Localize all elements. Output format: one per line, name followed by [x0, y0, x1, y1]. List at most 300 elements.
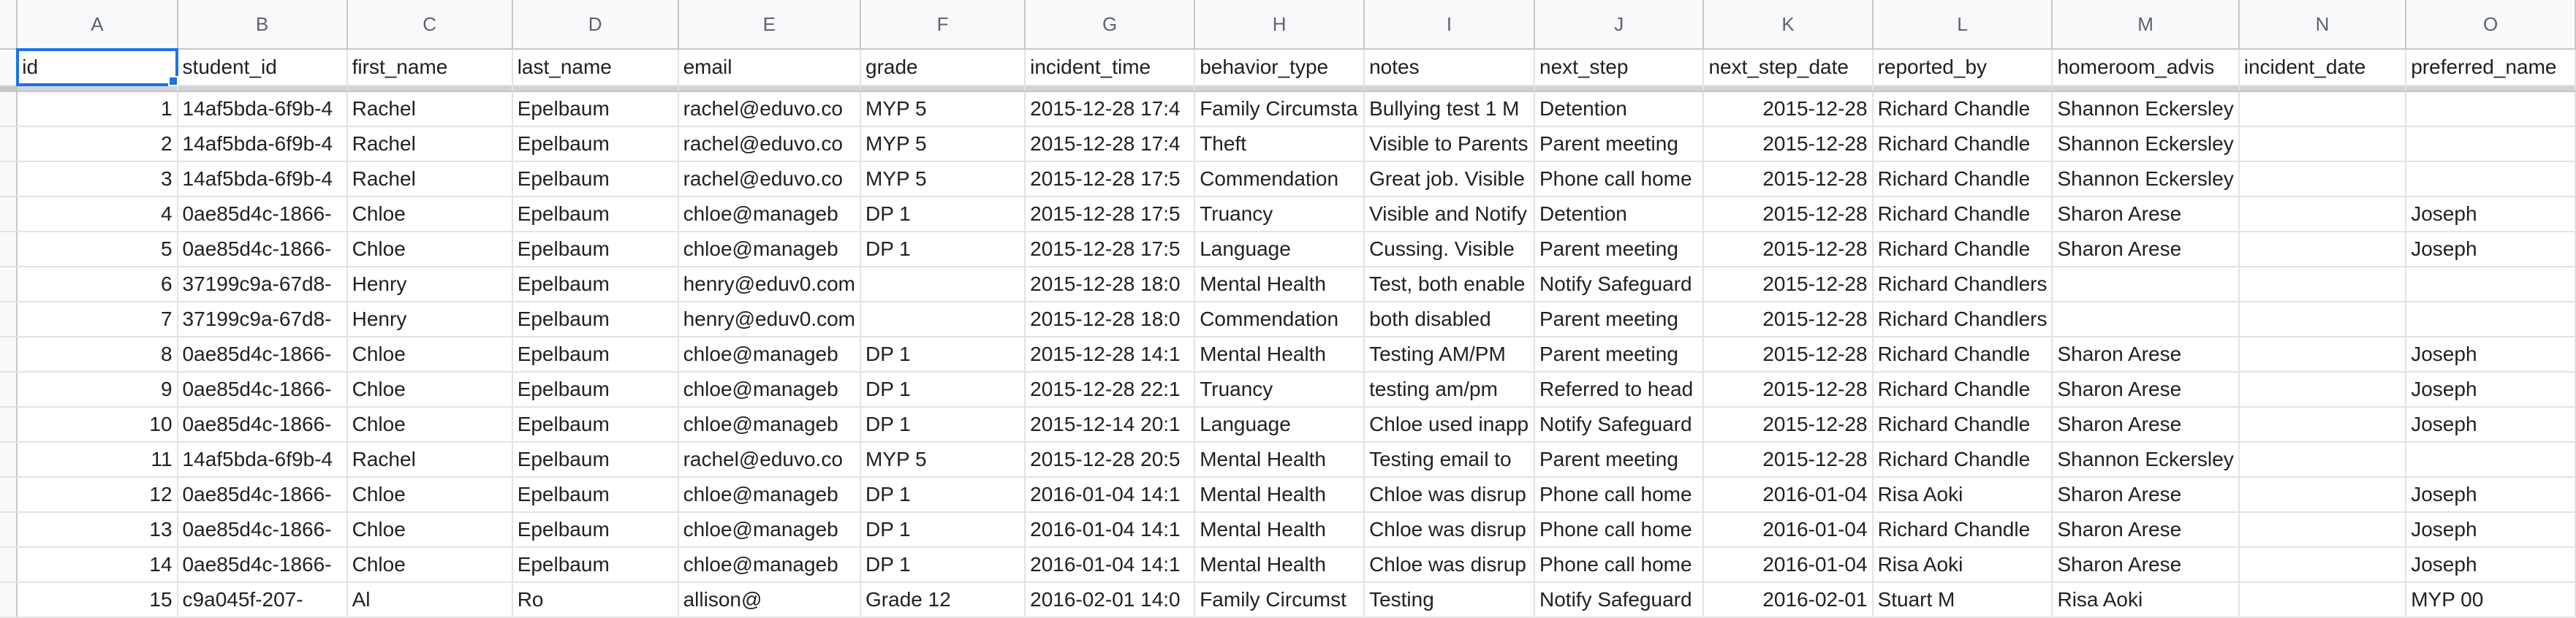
cell-next-step-date[interactable]: 2016-01-04 — [1703, 477, 1872, 512]
cell-behavior-type[interactable]: Language — [1194, 407, 1364, 442]
cell-grade[interactable] — [860, 302, 1025, 337]
cell-next-step-date[interactable]: 2015-12-28 — [1703, 337, 1872, 372]
cell-incident-time[interactable]: 2015-12-28 17:4 — [1025, 126, 1194, 161]
cell-student-id[interactable]: 37199c9a-67d8- — [178, 267, 347, 302]
cell-email[interactable]: rachel@eduvo.co — [678, 91, 860, 126]
cell-behavior-type[interactable]: Theft — [1194, 126, 1364, 161]
cell-email[interactable]: chloe@manageb — [678, 477, 860, 512]
cell-incident-time[interactable]: 2016-01-04 14:1 — [1025, 547, 1194, 582]
row-number[interactable] — [0, 512, 17, 547]
cell-first-name[interactable]: Chloe — [347, 547, 512, 582]
divider-segment — [2406, 85, 2575, 91]
cell-notes[interactable]: Testing email to — [1364, 442, 1534, 477]
cell-incident-date[interactable] — [2239, 477, 2406, 512]
column-header-n[interactable]: N — [2239, 0, 2406, 49]
cell-reported-by[interactable]: Richard Chandle — [1873, 197, 2053, 232]
cell-grade[interactable]: MYP 5 — [860, 91, 1025, 126]
cell-incident-date[interactable] — [2239, 582, 2406, 617]
cell-grade[interactable]: DP 1 — [860, 477, 1025, 512]
cell-behavior-type[interactable]: Mental Health — [1194, 477, 1364, 512]
cell-notes[interactable]: Visible and Notify — [1364, 197, 1534, 232]
cell-id[interactable]: 11 — [17, 442, 177, 477]
cell-preferred-name[interactable]: Joseph — [2406, 407, 2575, 442]
divider-segment — [2239, 85, 2406, 91]
cell-reported-by[interactable]: Richard Chandle — [1873, 232, 2053, 267]
cell-next-step-date[interactable]: 2015-12-28 — [1703, 126, 1872, 161]
table-row — [0, 407, 2575, 442]
cell-incident-date[interactable] — [2239, 197, 2406, 232]
table-row — [0, 126, 2575, 161]
cell-next-step-date[interactable]: 2015-12-28 — [1703, 302, 1872, 337]
cell-incident-time[interactable]: 2016-01-04 14:1 — [1025, 477, 1194, 512]
cell-reported-by[interactable]: Richard Chandlers — [1873, 267, 2053, 302]
column-header-e[interactable]: E — [678, 0, 860, 49]
cell-reported-by[interactable]: Richard Chandle — [1873, 407, 2053, 442]
cell-email[interactable]: chloe@manageb — [678, 372, 860, 407]
cell-preferred-name[interactable]: Joseph — [2406, 372, 2575, 407]
cell-email[interactable]: allison@ — [678, 582, 860, 617]
table-row — [0, 91, 2575, 126]
cell-last-name[interactable]: Epelbaum — [512, 91, 678, 126]
divider-segment — [678, 85, 860, 91]
cell-preferred-name[interactable]: Joseph — [2406, 337, 2575, 372]
cell-preferred-name[interactable] — [2406, 126, 2575, 161]
cell-homeroom-advis[interactable]: Sharon Arese — [2052, 407, 2238, 442]
divider-segment — [512, 85, 678, 91]
cell-reported-by[interactable]: Richard Chandle — [1873, 126, 2053, 161]
cell-last-name[interactable]: Epelbaum — [512, 337, 678, 372]
header-cell-incident-date[interactable]: incident_date — [2239, 49, 2406, 85]
header-cell-next-step[interactable]: next_step — [1534, 49, 1703, 85]
cell-notes[interactable]: Test, both enable — [1364, 267, 1534, 302]
cell-behavior-type[interactable]: Truancy — [1194, 197, 1364, 232]
cell-preferred-name[interactable]: MYP 00 — [2406, 582, 2575, 617]
cell-student-id[interactable]: 0ae85d4c-1866- — [178, 407, 347, 442]
cell-reported-by[interactable]: Richard Chandle — [1873, 442, 2053, 477]
cell-next-step-date[interactable]: 2015-12-28 — [1703, 232, 1872, 267]
column-header-f[interactable]: F — [860, 0, 1025, 49]
cell-student-id[interactable]: 14af5bda-6f9b-4 — [178, 91, 347, 126]
divider-segment — [17, 85, 177, 91]
table-row — [0, 302, 2575, 337]
cell-id[interactable]: 9 — [17, 372, 177, 407]
cell-incident-time[interactable]: 2015-12-28 17:5 — [1025, 232, 1194, 267]
row-number[interactable] — [0, 49, 17, 85]
cell-first-name[interactable]: Rachel — [347, 91, 512, 126]
cell-preferred-name[interactable] — [2406, 302, 2575, 337]
header-cell-preferred-name[interactable]: preferred_name — [2406, 49, 2575, 85]
cell-last-name[interactable]: Epelbaum — [512, 547, 678, 582]
cell-behavior-type[interactable]: Family Circumsta — [1194, 91, 1364, 126]
table-row — [0, 232, 2575, 267]
cell-behavior-type[interactable]: Language — [1194, 232, 1364, 267]
row-number[interactable] — [0, 582, 17, 617]
cell-reported-by[interactable]: Stuart M — [1873, 582, 2053, 617]
cell-id[interactable]: 2 — [17, 126, 177, 161]
row-number[interactable] — [0, 197, 17, 232]
cell-preferred-name[interactable]: Joseph — [2406, 512, 2575, 547]
cell-last-name[interactable]: Epelbaum — [512, 197, 678, 232]
column-header-o[interactable]: O — [2406, 0, 2575, 49]
header-cell-last-name[interactable]: last_name — [512, 49, 678, 85]
cell-incident-date[interactable] — [2239, 126, 2406, 161]
cell-last-name[interactable]: Epelbaum — [512, 407, 678, 442]
cell-next-step-date[interactable]: 2015-12-28 — [1703, 267, 1872, 302]
cell-email[interactable]: chloe@manageb — [678, 232, 860, 267]
cell-incident-date[interactable] — [2239, 91, 2406, 126]
cell-last-name[interactable]: Epelbaum — [512, 477, 678, 512]
cell-last-name[interactable]: Epelbaum — [512, 126, 678, 161]
cell-reported-by[interactable]: Richard Chandle — [1873, 512, 2053, 547]
cell-incident-time[interactable]: 2015-12-28 22:1 — [1025, 372, 1194, 407]
cell-homeroom-advis[interactable]: Sharon Arese — [2052, 197, 2238, 232]
cell-next-step[interactable]: Parent meeting — [1534, 232, 1703, 267]
cell-reported-by[interactable]: Richard Chandle — [1873, 372, 2053, 407]
cell-student-id[interactable]: 0ae85d4c-1866- — [178, 232, 347, 267]
cell-student-id[interactable]: 0ae85d4c-1866- — [178, 512, 347, 547]
cell-incident-date[interactable] — [2239, 442, 2406, 477]
table-row — [0, 197, 2575, 232]
cell-first-name[interactable]: Rachel — [347, 126, 512, 161]
cell-incident-date[interactable] — [2239, 407, 2406, 442]
header-cell-id[interactable]: id — [17, 49, 177, 85]
row-number[interactable] — [0, 477, 17, 512]
cell-grade[interactable]: Grade 12 — [860, 582, 1025, 617]
cell-grade[interactable]: DP 1 — [860, 547, 1025, 582]
cell-id[interactable]: 3 — [17, 161, 177, 197]
cell-next-step[interactable]: Parent meeting — [1534, 126, 1703, 161]
cell-next-step-date[interactable]: 2015-12-28 — [1703, 372, 1872, 407]
cell-first-name[interactable]: Chloe — [347, 407, 512, 442]
cell-homeroom-advis[interactable]: Shannon Eckersley — [2052, 161, 2238, 197]
cell-id[interactable]: 13 — [17, 512, 177, 547]
cell-next-step[interactable]: Notify Safeguard — [1534, 582, 1703, 617]
cell-grade[interactable]: MYP 5 — [860, 161, 1025, 197]
cell-homeroom-advis[interactable] — [2052, 267, 2238, 302]
cell-preferred-name[interactable] — [2406, 442, 2575, 477]
column-header-l[interactable]: L — [1873, 0, 2053, 49]
cell-notes[interactable]: both disabled — [1364, 302, 1534, 337]
cell-next-step-date[interactable]: 2015-12-28 — [1703, 407, 1872, 442]
cell-homeroom-advis[interactable]: Sharon Arese — [2052, 372, 2238, 407]
divider-segment — [1025, 85, 1194, 91]
cell-next-step-date[interactable]: 2016-02-01 — [1703, 582, 1872, 617]
row-number[interactable] — [0, 372, 17, 407]
cell-incident-date[interactable] — [2239, 337, 2406, 372]
divider-segment — [1873, 85, 2053, 91]
cell-first-name[interactable]: Chloe — [347, 372, 512, 407]
cell-homeroom-advis[interactable]: Risa Aoki — [2052, 582, 2238, 617]
table-row — [0, 442, 2575, 477]
cell-notes[interactable]: Great job. Visible — [1364, 161, 1534, 197]
header-cell-student-id[interactable]: student_id — [178, 49, 347, 85]
cell-email[interactable]: rachel@eduvo.co — [678, 442, 860, 477]
cell-first-name[interactable]: Chloe — [347, 232, 512, 267]
table-row — [0, 161, 2575, 197]
cell-preferred-name[interactable]: Joseph — [2406, 197, 2575, 232]
frozen-row-divider[interactable] — [0, 85, 2575, 91]
cell-notes[interactable]: Chloe was disrup — [1364, 477, 1534, 512]
cell-behavior-type[interactable]: Commendation — [1194, 161, 1364, 197]
row-number[interactable] — [0, 302, 17, 337]
cell-notes[interactable]: Cussing. Visible — [1364, 232, 1534, 267]
cell-notes[interactable]: Chloe was disrup — [1364, 547, 1534, 582]
cell-incident-time[interactable]: 2015-12-28 17:4 — [1025, 91, 1194, 126]
cell-email[interactable]: chloe@manageb — [678, 407, 860, 442]
cell-first-name[interactable]: Rachel — [347, 442, 512, 477]
cell-notes[interactable]: Visible to Parents — [1364, 126, 1534, 161]
cell-incident-date[interactable] — [2239, 372, 2406, 407]
cell-next-step[interactable]: Detention — [1534, 91, 1703, 126]
cell-next-step[interactable]: Notify Safeguard — [1534, 267, 1703, 302]
cell-student-id[interactable]: 0ae85d4c-1866- — [178, 372, 347, 407]
cell-incident-time[interactable]: 2015-12-28 14:1 — [1025, 337, 1194, 372]
cell-student-id[interactable]: 14af5bda-6f9b-4 — [178, 161, 347, 197]
cell-notes[interactable]: Chloe used inapp — [1364, 407, 1534, 442]
cell-grade[interactable]: DP 1 — [860, 407, 1025, 442]
cell-student-id[interactable]: 14af5bda-6f9b-4 — [178, 442, 347, 477]
cell-first-name[interactable]: Chloe — [347, 477, 512, 512]
cell-reported-by[interactable]: Richard Chandlers — [1873, 302, 2053, 337]
header-cell-email[interactable]: email — [678, 49, 860, 85]
cell-reported-by[interactable]: Richard Chandle — [1873, 161, 2053, 197]
row-number[interactable] — [0, 442, 17, 477]
cell-last-name[interactable]: Epelbaum — [512, 161, 678, 197]
divider-segment — [1364, 85, 1534, 91]
cell-behavior-type[interactable]: Mental Health — [1194, 512, 1364, 547]
cell-email[interactable]: chloe@manageb — [678, 512, 860, 547]
cell-notes[interactable]: testing am/pm — [1364, 372, 1534, 407]
cell-last-name[interactable]: Epelbaum — [512, 372, 678, 407]
column-header-m[interactable]: M — [2052, 0, 2238, 49]
cell-homeroom-advis[interactable] — [2052, 302, 2238, 337]
cell-first-name[interactable]: Rachel — [347, 161, 512, 197]
column-header-k[interactable]: K — [1703, 0, 1872, 49]
cell-incident-date[interactable] — [2239, 547, 2406, 582]
cell-incident-date[interactable] — [2239, 267, 2406, 302]
cell-incident-date[interactable] — [2239, 161, 2406, 197]
cell-grade[interactable]: DP 1 — [860, 337, 1025, 372]
cell-preferred-name[interactable] — [2406, 267, 2575, 302]
divider-segment — [1534, 85, 1703, 91]
cell-incident-time[interactable]: 2015-12-28 17:5 — [1025, 197, 1194, 232]
cell-grade[interactable]: MYP 5 — [860, 126, 1025, 161]
cell-last-name[interactable]: Epelbaum — [512, 512, 678, 547]
cell-homeroom-advis[interactable]: Sharon Arese — [2052, 512, 2238, 547]
table-row — [0, 372, 2575, 407]
row-number[interactable] — [0, 337, 17, 372]
cell-incident-time[interactable]: 2015-12-28 18:0 — [1025, 267, 1194, 302]
cell-preferred-name[interactable] — [2406, 161, 2575, 197]
divider-segment — [178, 85, 347, 91]
cell-homeroom-advis[interactable]: Sharon Arese — [2052, 547, 2238, 582]
column-header-g[interactable]: G — [1025, 0, 1194, 49]
header-cell-behavior-type[interactable]: behavior_type — [1194, 49, 1364, 85]
cell-behavior-type[interactable]: Mental Health — [1194, 442, 1364, 477]
cell-homeroom-advis[interactable]: Shannon Eckersley — [2052, 442, 2238, 477]
header-cell-homeroom-advis[interactable]: homeroom_advis — [2052, 49, 2238, 85]
cell-id[interactable]: 5 — [17, 232, 177, 267]
cell-next-step[interactable]: Referred to head — [1534, 372, 1703, 407]
cell-first-name[interactable]: Chloe — [347, 197, 512, 232]
header-cell-incident-time[interactable]: incident_time — [1025, 49, 1194, 85]
cell-incident-time[interactable]: 2016-01-04 14:1 — [1025, 512, 1194, 547]
row-number[interactable] — [0, 267, 17, 302]
cell-behavior-type[interactable]: Mental Health — [1194, 267, 1364, 302]
cell-behavior-type[interactable]: Family Circumst — [1194, 582, 1364, 617]
cell-incident-date[interactable] — [2239, 302, 2406, 337]
column-header-b[interactable]: B — [178, 0, 347, 49]
select-all-corner[interactable] — [0, 0, 17, 49]
cell-email[interactable]: rachel@eduvo.co — [678, 126, 860, 161]
column-header-i[interactable]: I — [1364, 0, 1534, 49]
cell-reported-by[interactable]: Richard Chandle — [1873, 337, 2053, 372]
cell-incident-time[interactable]: 2016-02-01 14:0 — [1025, 582, 1194, 617]
column-header-h[interactable]: H — [1194, 0, 1364, 49]
cell-first-name[interactable]: Chloe — [347, 512, 512, 547]
cell-incident-time[interactable]: 2015-12-28 17:5 — [1025, 161, 1194, 197]
cell-preferred-name[interactable]: Joseph — [2406, 547, 2575, 582]
row-number[interactable] — [0, 407, 17, 442]
cell-first-name[interactable]: Henry — [347, 302, 512, 337]
divider-segment — [1703, 85, 1872, 91]
cell-grade[interactable] — [860, 267, 1025, 302]
cell-behavior-type[interactable]: Mental Health — [1194, 337, 1364, 372]
cell-next-step-date[interactable]: 2016-01-04 — [1703, 547, 1872, 582]
cell-first-name[interactable]: Al — [347, 582, 512, 617]
header-cell-next-step-date[interactable]: next_step_date — [1703, 49, 1872, 85]
cell-email[interactable]: henry@eduv0.com — [678, 267, 860, 302]
cell-next-step[interactable]: Phone call home — [1534, 161, 1703, 197]
cell-homeroom-advis[interactable]: Shannon Eckersley — [2052, 126, 2238, 161]
cell-email[interactable]: chloe@manageb — [678, 337, 860, 372]
cell-student-id[interactable]: c9a045f-207- — [178, 582, 347, 617]
table-row — [0, 267, 2575, 302]
cell-next-step[interactable]: Parent meeting — [1534, 337, 1703, 372]
cell-id[interactable]: 10 — [17, 407, 177, 442]
cell-last-name[interactable]: Epelbaum — [512, 232, 678, 267]
cell-last-name[interactable]: Epelbaum — [512, 302, 678, 337]
cell-grade[interactable]: DP 1 — [860, 512, 1025, 547]
cell-student-id[interactable]: 0ae85d4c-1866- — [178, 337, 347, 372]
header-cell-reported-by[interactable]: reported_by — [1873, 49, 2053, 85]
cell-student-id[interactable]: 37199c9a-67d8- — [178, 302, 347, 337]
cell-grade[interactable]: MYP 5 — [860, 442, 1025, 477]
cell-student-id[interactable]: 0ae85d4c-1866- — [178, 477, 347, 512]
cell-next-step[interactable]: Notify Safeguard — [1534, 407, 1703, 442]
cell-first-name[interactable]: Henry — [347, 267, 512, 302]
cell-homeroom-advis[interactable]: Sharon Arese — [2052, 477, 2238, 512]
row-number[interactable] — [0, 547, 17, 582]
cell-email[interactable]: rachel@eduvo.co — [678, 161, 860, 197]
cell-id[interactable]: 15 — [17, 582, 177, 617]
cell-next-step-date[interactable]: 2016-01-04 — [1703, 512, 1872, 547]
cell-reported-by[interactable]: Risa Aoki — [1873, 547, 2053, 582]
divider-segment — [860, 85, 1025, 91]
cell-behavior-type[interactable]: Mental Health — [1194, 547, 1364, 582]
cell-next-step[interactable]: Phone call home — [1534, 512, 1703, 547]
cell-incident-time[interactable]: 2015-12-14 20:1 — [1025, 407, 1194, 442]
cell-homeroom-advis[interactable]: Shannon Eckersley — [2052, 91, 2238, 126]
cell-last-name[interactable]: Epelbaum — [512, 442, 678, 477]
table-row — [0, 337, 2575, 372]
cell-email[interactable]: chloe@manageb — [678, 547, 860, 582]
table-row — [0, 582, 2575, 617]
row-number[interactable] — [0, 161, 17, 197]
cell-id[interactable]: 4 — [17, 197, 177, 232]
cell-id[interactable]: 14 — [17, 547, 177, 582]
cell-notes[interactable]: Bullying test 1 M — [1364, 91, 1534, 126]
row-number[interactable] — [0, 232, 17, 267]
column-header-d[interactable]: D — [512, 0, 678, 49]
cell-incident-time[interactable]: 2015-12-28 18:0 — [1025, 302, 1194, 337]
column-header-c[interactable]: C — [347, 0, 512, 49]
cell-grade[interactable]: DP 1 — [860, 197, 1025, 232]
cell-incident-date[interactable] — [2239, 512, 2406, 547]
cell-next-step[interactable]: Parent meeting — [1534, 442, 1703, 477]
cell-notes[interactable]: Testing AM/PM — [1364, 337, 1534, 372]
cell-next-step-date[interactable]: 2015-12-28 — [1703, 197, 1872, 232]
column-header-a[interactable]: A — [17, 0, 177, 49]
cell-homeroom-advis[interactable]: Sharon Arese — [2052, 337, 2238, 372]
cell-preferred-name[interactable]: Joseph — [2406, 232, 2575, 267]
cell-next-step-date[interactable]: 2015-12-28 — [1703, 161, 1872, 197]
header-cell-grade[interactable]: grade — [860, 49, 1025, 85]
cell-grade[interactable]: DP 1 — [860, 372, 1025, 407]
cell-id[interactable]: 1 — [17, 91, 177, 126]
cell-notes[interactable]: Testing — [1364, 582, 1534, 617]
cell-next-step[interactable]: Parent meeting — [1534, 302, 1703, 337]
cell-behavior-type[interactable]: Truancy — [1194, 372, 1364, 407]
cell-preferred-name[interactable]: Joseph — [2406, 477, 2575, 512]
cell-homeroom-advis[interactable]: Sharon Arese — [2052, 232, 2238, 267]
header-cell-first-name[interactable]: first_name — [347, 49, 512, 85]
cell-reported-by[interactable]: Risa Aoki — [1873, 477, 2053, 512]
cell-notes[interactable]: Chloe was disrup — [1364, 512, 1534, 547]
cell-next-step[interactable]: Phone call home — [1534, 477, 1703, 512]
header-cell-notes[interactable]: notes — [1364, 49, 1534, 85]
cell-last-name[interactable]: Epelbaum — [512, 267, 678, 302]
divider-segment — [0, 85, 17, 91]
cell-last-name[interactable]: Ro — [512, 582, 678, 617]
cell-email[interactable]: henry@eduv0.com — [678, 302, 860, 337]
cell-id[interactable]: 7 — [17, 302, 177, 337]
cell-next-step[interactable]: Phone call home — [1534, 547, 1703, 582]
cell-id[interactable]: 8 — [17, 337, 177, 372]
cell-preferred-name[interactable] — [2406, 91, 2575, 126]
cell-id[interactable]: 12 — [17, 477, 177, 512]
cell-student-id[interactable]: 14af5bda-6f9b-4 — [178, 126, 347, 161]
table-row — [0, 547, 2575, 582]
row-number[interactable] — [0, 91, 17, 126]
cell-student-id[interactable]: 0ae85d4c-1866- — [178, 197, 347, 232]
cell-id[interactable]: 6 — [17, 267, 177, 302]
cell-incident-time[interactable]: 2015-12-28 20:5 — [1025, 442, 1194, 477]
cell-next-step-date[interactable]: 2015-12-28 — [1703, 91, 1872, 126]
cell-next-step-date[interactable]: 2015-12-28 — [1703, 442, 1872, 477]
cell-student-id[interactable]: 0ae85d4c-1866- — [178, 547, 347, 582]
cell-first-name[interactable]: Chloe — [347, 337, 512, 372]
cell-behavior-type[interactable]: Commendation — [1194, 302, 1364, 337]
cell-incident-date[interactable] — [2239, 232, 2406, 267]
cell-email[interactable]: chloe@manageb — [678, 197, 860, 232]
cell-grade[interactable]: DP 1 — [860, 232, 1025, 267]
column-header-j[interactable]: J — [1534, 0, 1703, 49]
divider-segment — [2052, 85, 2238, 91]
row-number[interactable] — [0, 126, 17, 161]
cell-next-step[interactable]: Detention — [1534, 197, 1703, 232]
cell-reported-by[interactable]: Richard Chandle — [1873, 91, 2053, 126]
